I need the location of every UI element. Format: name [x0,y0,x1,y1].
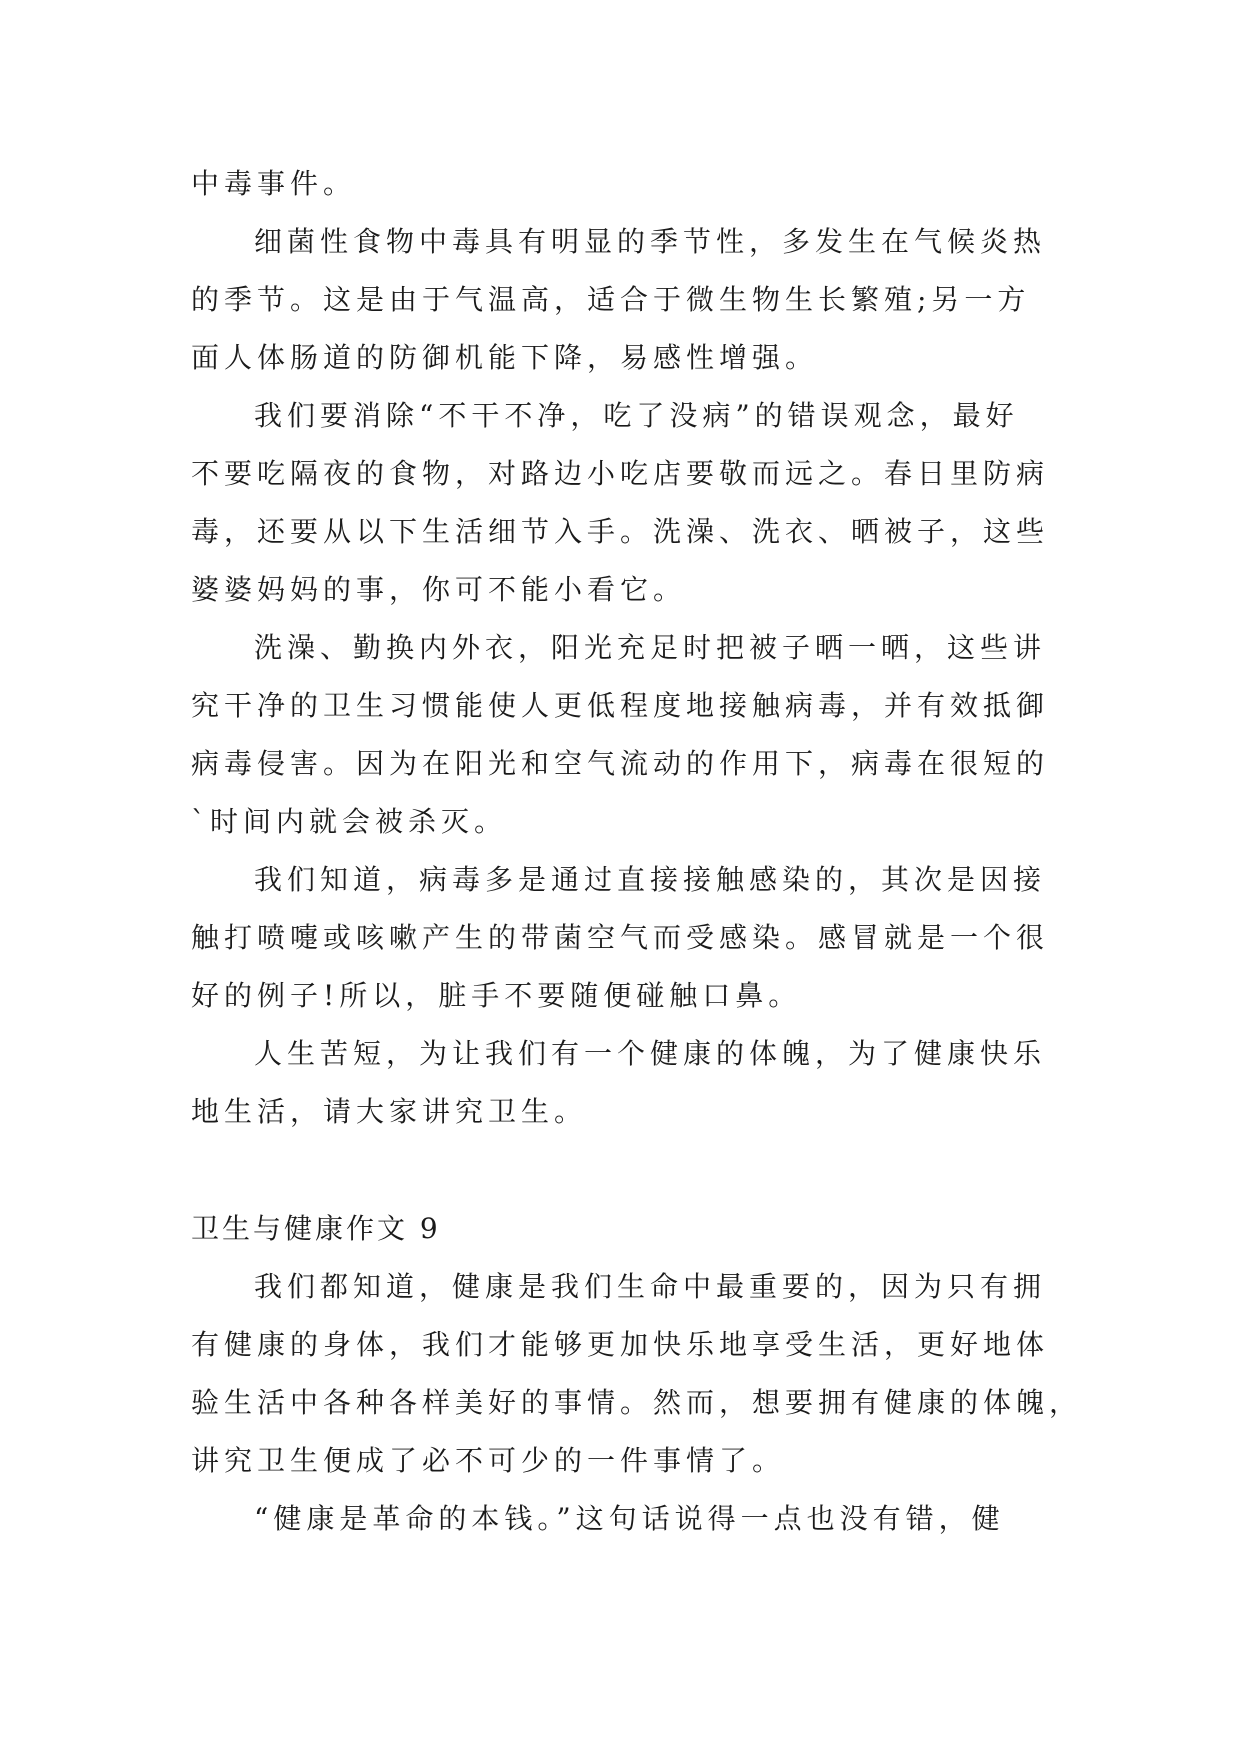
text-line: 毒，还要从以下生活细节入手。洗澡、洗衣、晒被子，这些 [191,515,1050,548]
text-line: 中毒事件。 [191,167,357,200]
text-line: `时间内就会被杀灭。 [191,805,508,838]
text-line: 究干净的卫生习惯能使人更低程度地接触病毒，并有效抵御 [191,689,1050,722]
text-line: 婆婆妈妈的事，你可不能小看它。 [191,573,687,606]
paragraph-first-line: 洗澡、勤换内外衣，阳光充足时把被子晒一晒，这些讲 [254,631,1047,664]
paragraph-first-line: 我们都知道，健康是我们生命中最重要的，因为只有拥 [254,1270,1047,1303]
section-spacer [191,1141,1051,1200]
text-line: 病毒侵害。因为在阳光和空气流动的作用下，病毒在很短的 [191,747,1050,780]
text-line: 触打喷嚏或咳嗽产生的带菌空气而受感染。感冒就是一个很 [191,921,1050,954]
text-line: 好的例子!所以，脏手不要随便碰触口鼻。 [191,979,802,1012]
paragraph-first-line: 我们要消除“不干不净，吃了没病”的错误观念，最好 [254,399,1019,432]
text-line: 讲究卫生便成了必不可少的一件事情了。 [191,1444,786,1477]
text-line: 不要吃隔夜的食物，对路边小吃店要敬而远之。春日里防病 [191,457,1050,490]
section-heading: 卫生与健康作文 9 [191,1212,441,1245]
document-body [191,155,1083,1548]
paragraph-first-line: 我们知道，病毒多是通过直接接触感染的，其次是因接 [254,863,1047,896]
text-line: 面人体肠道的防御机能下降，易感性增强。 [191,341,819,374]
paragraph-first-line: 人生苦短，为让我们有一个健康的体魄，为了健康快乐 [254,1037,1047,1070]
text-line: 地生活，请大家讲究卫生。 [191,1095,588,1128]
paragraph-first-line: 细菌性食物中毒具有明显的季节性，多发生在气候炎热 [254,225,1047,258]
text-line: 验生活中各种各样美好的事情。然而，想要拥有健康的体魄， [191,1386,1083,1419]
text-line: 有健康的身体，我们才能够更加快乐地享受生活，更好地体 [191,1328,1050,1361]
paragraph-first-line: “健康是革命的本钱。”这句话说得一点也没有错，健 [254,1502,1005,1535]
text-line: 的季节。这是由于气温高，适合于微生物生长繁殖;另一方 [191,283,1031,316]
